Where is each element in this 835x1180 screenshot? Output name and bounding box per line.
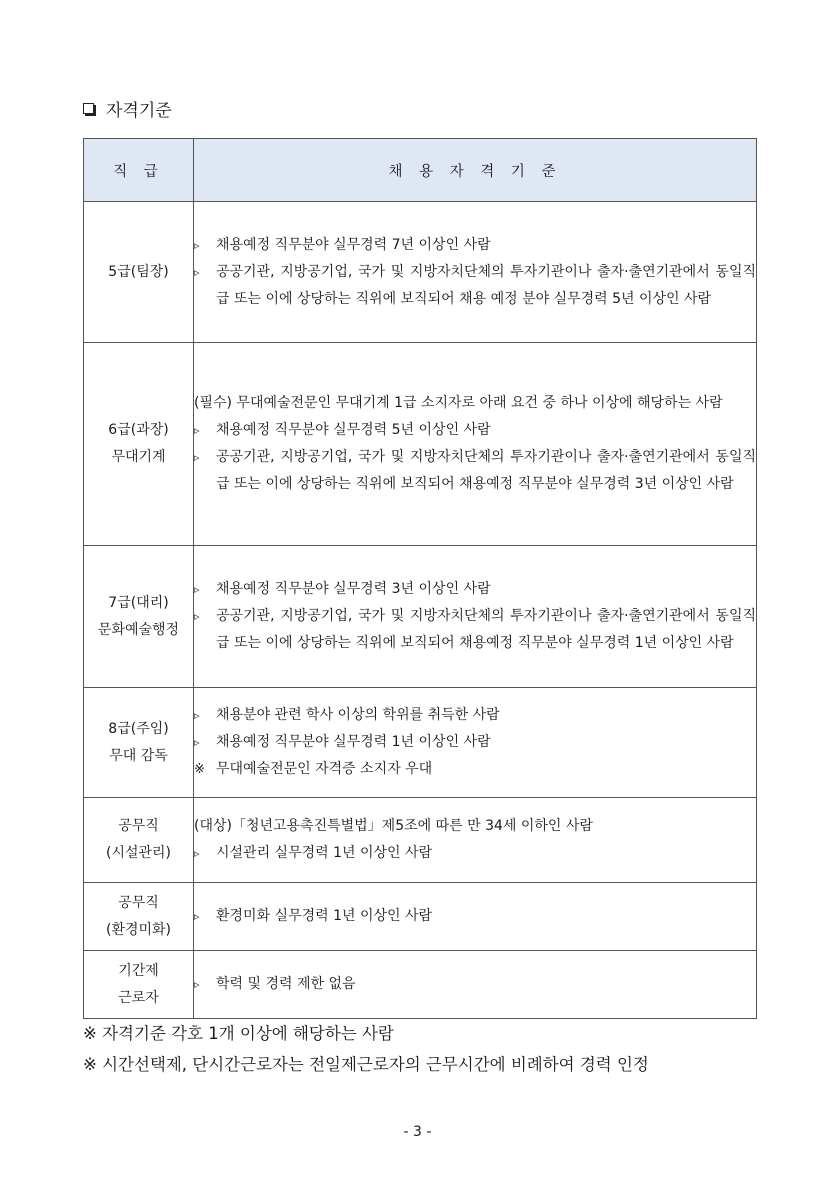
footnote: ※ 자격기준 각호 1개 이상에 해당하는 사람 <box>83 1024 394 1043</box>
criteria-cell <box>194 951 757 1019</box>
grade-label: 7급(대리) <box>108 594 169 611</box>
list-item: ▹ 채용예정 직무분야 실무경력 7년 이상인 사람 <box>194 232 756 259</box>
grade-label: 6급(과장) <box>108 422 169 438</box>
grade-label: 공무직 <box>118 894 159 911</box>
bullet-icon: ▹ <box>194 583 200 596</box>
grade-label: 5급(팀장) <box>108 263 169 280</box>
bullet-icon: ▹ <box>194 451 200 464</box>
bullet-icon: ▹ <box>194 978 200 991</box>
list-item: ▹ 공공기관, 지방공기업, 국가 및 지방자치단체의 투자기관이나 출자·출연기관에서 동일직급 또는 이에 상당하는 직위에 보직되어 채용예정 직무분야 실무경력 3년 이상인 사람 <box>194 444 756 498</box>
page-number: - 3 - <box>403 1124 432 1140</box>
list-item: ▹ 채용예정 직무분야 실무경력 3년 이상인 사람 <box>194 576 756 603</box>
target-note: (대상)「청년고용촉진특별법」제5조에 따른 만 34세 이하인 사람 <box>194 818 593 834</box>
criteria-cell <box>194 688 757 798</box>
grade-sublabel: 문화예술행정 <box>97 621 180 638</box>
criteria-cell <box>194 202 757 343</box>
list-item: ▹ 채용예정 직무분야 실무경력 5년 이상인 사람 <box>194 417 756 444</box>
grade-sublabel: (시설관리) <box>105 845 172 861</box>
reference-mark-icon: ※ <box>83 1055 97 1074</box>
table-row <box>84 546 757 688</box>
grade-cell <box>84 798 194 883</box>
header-grade: 직 급 <box>84 139 194 202</box>
bullet-icon: ▹ <box>194 265 200 279</box>
checkbox-square-icon <box>83 103 94 114</box>
table-row <box>84 343 757 546</box>
footnotes <box>83 1018 649 1080</box>
grade-cell <box>84 546 194 688</box>
section-title: 자격기준 <box>106 101 172 121</box>
table-row <box>84 951 757 1019</box>
list-item: ▹ 학력 및 경력 제한 없음 <box>194 971 756 998</box>
criteria-cell <box>194 883 757 951</box>
reference-mark-icon: ※ <box>194 762 205 777</box>
bullet-icon: ▹ <box>194 238 200 252</box>
list-item: ▹ 시설관리 실무경력 1년 이상인 사람 <box>194 840 756 867</box>
grade-label: 기간제 <box>118 962 159 979</box>
table-row <box>84 202 757 343</box>
grade-label: 공무직 <box>118 818 159 834</box>
grade-sublabel: (환경미화) <box>105 921 172 938</box>
reference-mark-icon: ※ <box>83 1024 97 1043</box>
list-item: ▹ 공공기관, 지방공기업, 국가 및 지방자치단체의 투자기관이나 출자·출연기관에서 동일직급 또는 이에 상당하는 직위에 보직되어 채용 예정 분야 실무경력 5년 이상인 사람 <box>194 259 756 313</box>
header-criteria: 채 용 자 격 기 준 <box>194 139 757 202</box>
grade-label: 8급(주임) <box>108 720 169 737</box>
grade-sublabel: 근로자 <box>118 989 159 1006</box>
bullet-icon: ▹ <box>194 910 200 923</box>
grade-cell <box>84 202 194 343</box>
list-item: ▹ 채용분야 관련 학사 이상의 학위를 취득한 사람 <box>194 702 756 729</box>
table-row <box>84 688 757 798</box>
list-item: ▹ 채용예정 직무분야 실무경력 1년 이상인 사람 <box>194 729 756 756</box>
bullet-icon: ▹ <box>194 424 200 437</box>
bullet-icon: ▹ <box>194 847 200 860</box>
grade-cell <box>84 951 194 1019</box>
section-heading <box>83 96 172 121</box>
grade-sublabel: 무대 감독 <box>109 747 168 764</box>
table-header-row <box>84 139 757 202</box>
list-item: ▹ 공공기관, 지방공기업, 국가 및 지방자치단체의 투자기관이나 출자·출연기관에서 동일직급 또는 이에 상당하는 직위에 보직되어 채용예정 직무분야 실무경력 1년 이상인 사람 <box>194 603 756 657</box>
grade-cell <box>84 883 194 951</box>
table-row <box>84 798 757 883</box>
qualification-table <box>83 138 757 1019</box>
criteria-cell <box>194 343 757 546</box>
footnote: ※ 시간선택제, 단시간근로자는 전일제근로자의 근무시간에 비례하여 경력 인정 <box>83 1055 649 1074</box>
list-item: ▹ 환경미화 실무경력 1년 이상인 사람 <box>194 903 756 930</box>
criteria-cell <box>194 546 757 688</box>
grade-cell <box>84 343 194 546</box>
table-row <box>84 883 757 951</box>
bullet-icon: ▹ <box>194 610 200 623</box>
bullet-icon: ▹ <box>194 709 200 722</box>
grade-cell <box>84 688 194 798</box>
grade-sublabel: 무대기계 <box>111 449 166 465</box>
bullet-icon: ▹ <box>194 736 200 749</box>
requirement-note: (필수) 무대예술전문인 무대기계 1급 소지자로 아래 요건 중 하나 이상에 해당하는 사람 <box>194 395 723 411</box>
criteria-cell <box>194 798 757 883</box>
preference-note: ※ 무대예술전문인 자격증 소지자 우대 <box>194 756 756 783</box>
